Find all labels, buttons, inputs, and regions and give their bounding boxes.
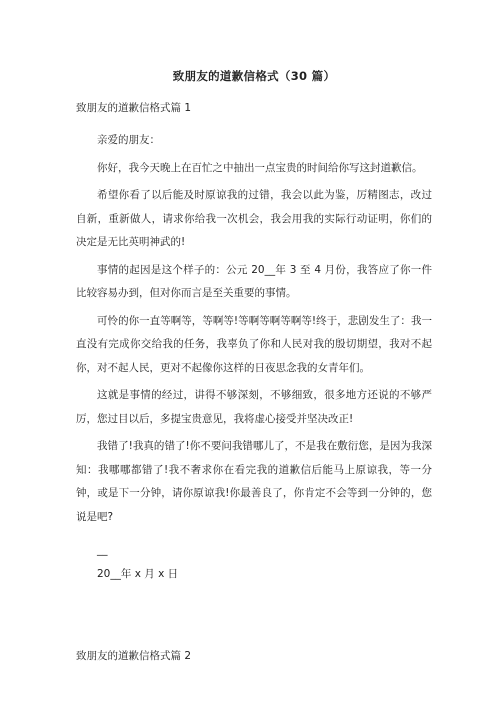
paragraph-3: 事情的起因是这个样子的：公元 20__年 3 至 4 月份，我答应了你一件比较容易办到，但对你而言是至关重要的事情。: [76, 263, 432, 299]
document-title: 致朋友的道歉信格式（30 篇）: [172, 69, 336, 83]
paragraph-6: 我错了!我真的错了!你不要问我错哪儿了，不是我在敷衍您，是因为我深知：我哪哪都错了!我不奢求你在看完我的道歉信后能马上原谅我，等一分钟，或是下一分钟，请你原谅我!你最善良了，你肯定不会等到一分钟的，您说是吧?: [76, 440, 432, 523]
paragraph-4: 可怜的你一直等啊等，等啊等!等啊等啊等啊等!终于，悲剧发生了：我一直没有完成你交给我的任务，我辜负了你和人民对我的殷切期望，我对不起你，对不起人民，更对不起像你这样的日夜思念我的女青年们。: [76, 314, 432, 374]
section-1-title: 致朋友的道歉信格式篇 1: [76, 102, 192, 114]
paragraph-1: 你好，我今天晚上在百忙之中抽出一点宝贵的时间给你写这封道歉信。: [97, 161, 423, 174]
salutation: 亲爱的朋友：: [97, 134, 160, 146]
date-line: 20__年 x 月 x 日: [97, 567, 179, 580]
paragraph-2: 希望你看了以后能及时原谅我的过错，我会以此为鉴，厉精图志，改过自新，重新做人，请求你给我一次机会，我会用我的实际行动证明，你们的决定是无比英明神武的!: [76, 189, 432, 248]
signature-line: __: [97, 544, 108, 556]
section-2-title: 致朋友的道歉信格式篇 2: [76, 650, 192, 662]
paragraph-5: 这就是事情的经过，讲得不够深刻，不够细致，很多地方还说的不够严厉，您过目以后，多提宝贵意见，我将虚心接受并坚决改正!: [76, 389, 432, 425]
